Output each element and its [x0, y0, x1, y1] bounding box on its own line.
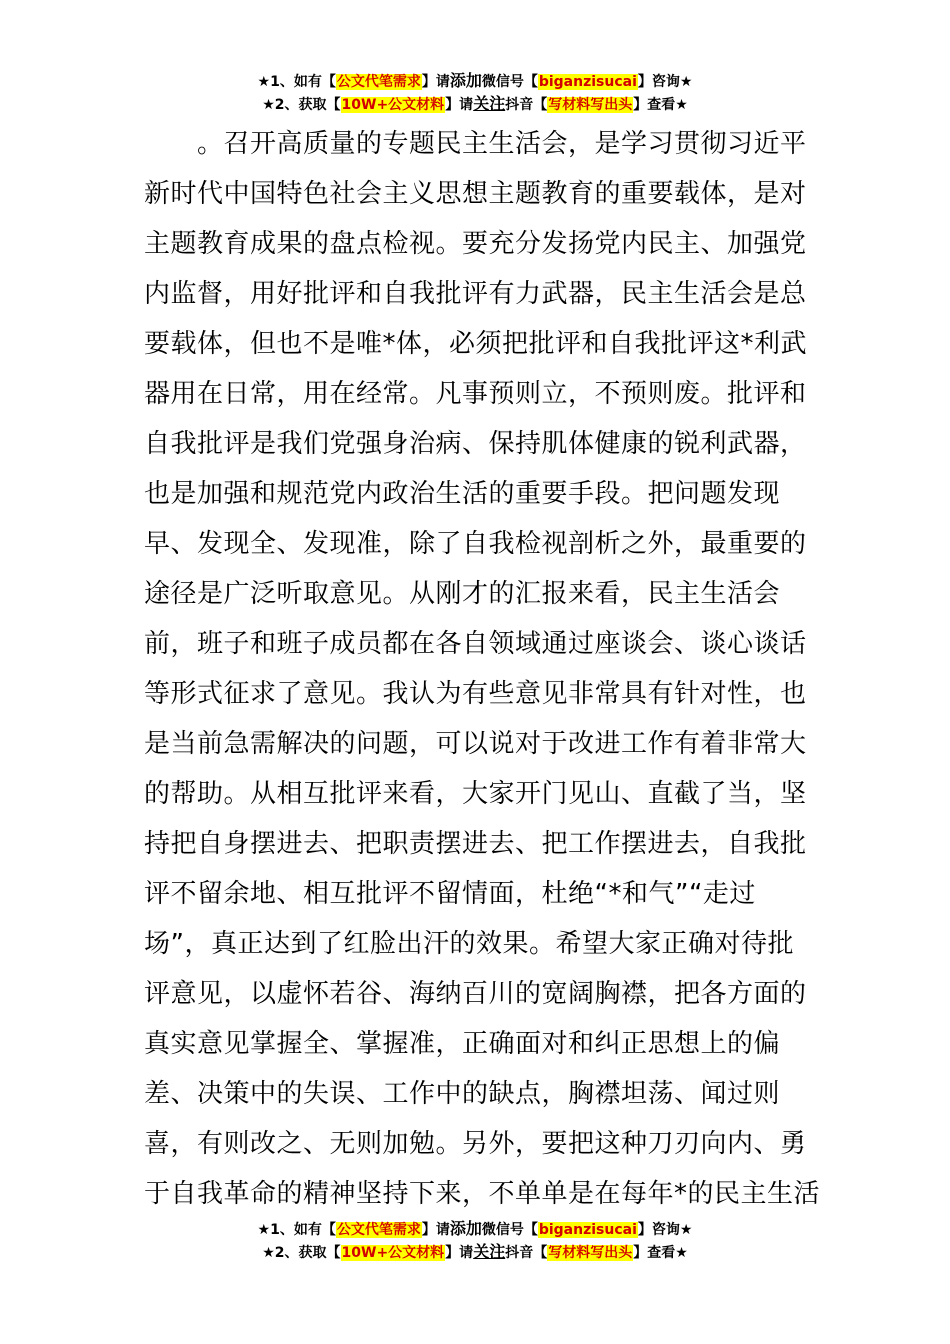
body-line: 途径是广泛听取意见。从刚才的汇报来看，民主生活会 — [144, 579, 781, 609]
banner-text: 】请 — [421, 74, 450, 90]
body-line: 内监督，用好批评和自我批评有力武器，民主生活会是总 — [144, 279, 807, 309]
banner-text: 微信号【 — [481, 1222, 538, 1238]
banner-highlight: 公文代笔需求 — [336, 74, 421, 90]
body-line: 早、发现全、发现准，除了自我检视剖析之外，最重要的 — [144, 529, 807, 559]
banner-text: 抖音【 — [505, 97, 548, 113]
banner-text: 】请 — [445, 97, 474, 113]
body-line: 新时代中国特色社会主义思想主题教育的重要载体，是对 — [144, 179, 807, 209]
banner-text: 】请 — [421, 1222, 450, 1238]
douyin-id-highlight: 写材料写出头 — [548, 97, 633, 113]
header-banner — [0, 69, 950, 115]
body-line: 器用在日常，用在经常。凡事预则立，不预则废。批评和 — [144, 379, 807, 409]
banner-text: 】咨询★ — [637, 74, 693, 90]
body-line: 。召开高质量的专题民主生活会，是学习贯彻习近平 — [144, 129, 807, 159]
body-line: 评不留余地、相互批评不留情面，杜绝“*和气”“走过 — [144, 879, 756, 909]
banner-text: 抖音【 — [505, 1245, 548, 1261]
body-line: 自我批评是我们党强身治病、保持肌体健康的锐利武器， — [144, 429, 807, 459]
body-line: 前，班子和班子成员都在各自领域通过座谈会、谈心谈话 — [144, 629, 807, 659]
banner-text: ★1、如有【 — [257, 74, 336, 90]
banner-text: 】请 — [445, 1245, 474, 1261]
banner-highlight: 10W+公文材料 — [341, 1245, 445, 1261]
banner-line-1 — [0, 69, 950, 92]
body-line: 也是加强和规范党内政治生活的重要手段。把问题发现 — [144, 479, 781, 509]
banner-text: 】查看★ — [633, 97, 688, 113]
banner-emphasis: 添加 — [449, 1219, 482, 1238]
banner-emphasis: 关注 — [473, 94, 506, 113]
banner-text: 微信号【 — [481, 74, 538, 90]
banner-text: 】查看★ — [633, 1245, 688, 1261]
body-line: 场”，真正达到了红脸出汗的效果。希望大家正确对待批 — [144, 929, 794, 959]
banner-emphasis: 添加 — [449, 71, 482, 90]
document-body — [144, 119, 821, 1219]
banner-highlight: 10W+公文材料 — [341, 97, 445, 113]
banner-text: 】咨询★ — [637, 1222, 693, 1238]
body-line: 持把自身摆进去、把职责摆进去、把工作摆进去，自我批 — [144, 829, 807, 859]
banner-line-2 — [0, 1240, 950, 1263]
body-line: 真实意见掌握全、掌握准，正确面对和纠正思想上的偏 — [144, 1029, 781, 1059]
wechat-id-highlight: biganzisucai — [538, 74, 637, 90]
wechat-id-highlight: biganzisucai — [538, 1222, 637, 1238]
body-line: 要载体，但也不是唯*体，必须把批评和自我批评这*利武 — [144, 329, 808, 359]
banner-line-2 — [0, 92, 950, 115]
body-line: 主题教育成果的盘点检视。要充分发扬党内民主、加强党 — [144, 229, 807, 259]
banner-text: ★2、获取【 — [262, 1245, 341, 1261]
banner-text: ★2、获取【 — [262, 97, 341, 113]
banner-line-1 — [0, 1217, 950, 1240]
body-line: 的帮助。从相互批评来看，大家开门见山、直截了当，坚 — [144, 779, 807, 809]
body-line: 评意见，以虚怀若谷、海纳百川的宽阔胸襟，把各方面的 — [144, 979, 807, 1009]
footer-banner — [0, 1217, 950, 1263]
body-line: 等形式征求了意见。我认为有些意见非常具有针对性，也 — [144, 679, 807, 709]
body-line: 是当前急需解决的问题，可以说对于改进工作有着非常大 — [144, 729, 807, 759]
banner-highlight: 公文代笔需求 — [336, 1222, 421, 1238]
banner-emphasis: 关注 — [473, 1242, 506, 1261]
body-line: 于自我革命的精神坚持下来，不单单是在每年*的民主生活 — [144, 1179, 821, 1209]
banner-text: ★1、如有【 — [257, 1222, 336, 1238]
body-line: 差、决策中的失误、工作中的缺点，胸襟坦荡、闻过则 — [144, 1079, 781, 1109]
douyin-id-highlight: 写材料写出头 — [548, 1245, 633, 1261]
body-line: 喜，有则改之、无则加勉。另外，要把这种刀刃向内、勇 — [144, 1129, 807, 1159]
